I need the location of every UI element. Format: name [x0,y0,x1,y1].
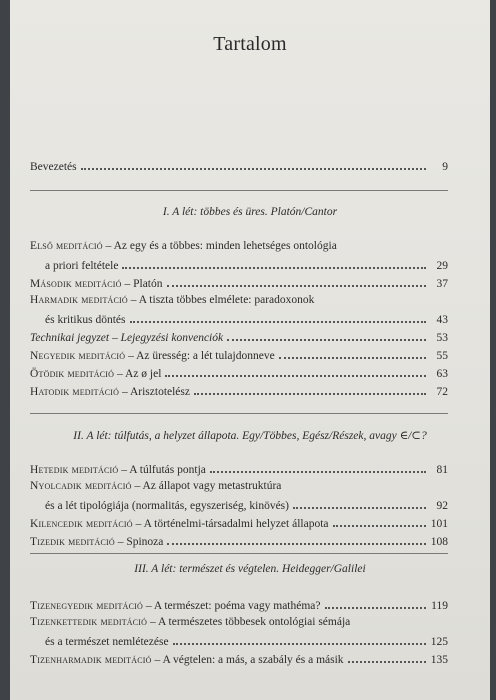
toc-entry [30,273,448,291]
dot-leader [165,363,426,377]
entry-text: – Platón [124,278,163,290]
entry-label: Tizenharmadik meditáció [30,654,152,666]
entry-text-cont: és a természet nemlétezése [45,636,169,648]
entry-text: – A történelmi-társadalmi helyzet állapota [135,518,329,530]
page-number: 135 [430,654,448,666]
entry-text: – Az állapot vagy metastruktúra [134,480,282,492]
entry-label: Tizedik meditáció [30,536,115,548]
toc-entry [30,345,448,363]
entry-text: – A tiszta többes elmélete: paradoxonok [130,294,315,306]
dot-leader [227,327,426,341]
entry-text: – A természetes többesek ontológiai sémája [150,616,351,628]
toc-entry-continuation [45,309,448,327]
dot-leader [81,156,426,170]
toc-entry [30,595,448,613]
page-number: 92 [436,500,448,512]
entry-text: – A túlfutás pontja [121,464,206,476]
entry-text: – Az ø jel [117,368,162,380]
page-number: 55 [436,350,448,362]
toc-entry [30,237,448,255]
entry-text: – A természet: poéma vagy mathéma? [145,600,321,612]
toc-entry [30,381,448,399]
page-number: 101 [430,518,448,530]
page-number: 81 [436,464,448,476]
page-number: 125 [430,636,448,648]
toc-entry [30,649,448,667]
entry-label: Negyedik meditáció [30,350,126,362]
entry-text-cont: és kritikus döntés [45,314,126,326]
dot-leader [210,459,426,473]
divider [30,413,448,414]
part-heading: III. A lét: természet és végtelen. Heidegger/Galilei [134,563,366,575]
page-number: 29 [436,260,448,272]
part-heading: II. A lét: túlfutás, a helyzet állapota. Egy/Többes, Egész/Részek, avagy ∈/⊂? [73,430,427,442]
entry-text: – Arisztotelész [121,386,190,398]
entry-label: Bevezetés [30,161,77,173]
entry-text: – A végtelen: a más, a szabály és a másik [154,654,344,666]
page-number: 119 [431,600,448,612]
entry-label: Ötödik meditáció [30,368,115,380]
entry-text: – Az üresség: a lét tulajdonneve [128,350,275,362]
dot-leader [194,381,426,395]
dot-leader [173,631,426,645]
dot-leader [293,495,426,509]
toc-entry [30,477,448,495]
entry-label: Kilencedik meditáció [30,518,133,530]
entry-label: Harmadik meditáció [30,294,128,306]
toc-entry [30,459,448,477]
toc-entry [30,291,448,309]
page-number: 108 [430,536,448,548]
toc-entry [30,613,448,631]
book-page [10,0,490,700]
entry-label: Technikai jegyzet – Lejegyzési konvenciók [30,332,224,344]
entry-text-cont: és a lét tipológiája (normalitás, egyszeriség, kinövés) [45,500,289,512]
entry-label: Második meditáció [30,278,122,290]
page-title: Tartalom [213,33,287,55]
toc-entry [30,531,448,549]
entry-text-cont: a priori feltétele [45,260,119,272]
dot-leader [130,309,427,323]
entry-label: Tizenkettedik meditáció [30,616,148,628]
page-number: 53 [436,332,448,344]
dot-leader [167,273,427,287]
dot-leader [167,531,426,545]
entry-label: Tizenegyedik meditáció [30,600,143,612]
toc-entry-intro [30,156,448,174]
toc-entry-continuation [45,255,448,273]
divider [30,190,448,191]
page-number: 72 [436,386,448,398]
entry-label: Nyolcadik meditáció [30,480,132,492]
toc-entry [30,327,448,345]
toc-entry [30,513,448,531]
toc-entry-continuation [45,495,448,513]
entry-label: Hetedik meditáció [30,464,119,476]
entry-text: – Spinoza [117,536,164,548]
part-heading: I. A lét: többes és üres. Platón/Cantor [162,206,338,218]
dot-leader [122,255,426,269]
dot-leader [333,513,427,527]
dot-leader [325,595,426,609]
page-number: 43 [436,314,448,326]
entry-label: Hatodik meditáció [30,386,120,398]
dot-leader [279,345,426,359]
divider [30,553,448,554]
toc-entry [30,363,448,381]
dot-leader [348,649,426,663]
toc-entry-continuation [45,631,448,649]
page-number: 9 [442,161,448,173]
entry-label: Első meditáció [30,240,103,252]
page-number: 37 [436,278,448,290]
page-number: 63 [436,368,448,380]
entry-text: – Az egy és a többes: minden lehetséges ontológia [105,240,337,252]
